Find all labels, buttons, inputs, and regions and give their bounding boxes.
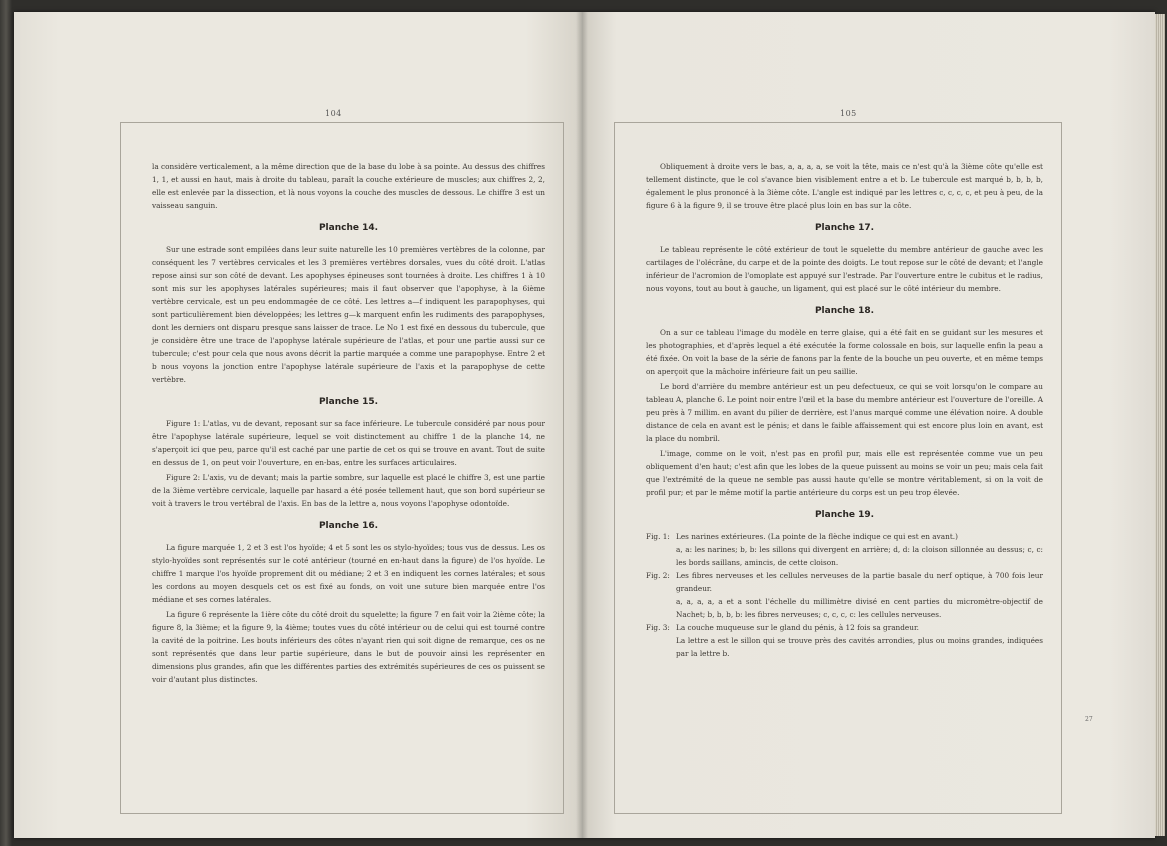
section-title: Planche 15. bbox=[318, 397, 379, 407]
page-number-right: 105 bbox=[840, 109, 857, 118]
figure-caption bbox=[646, 621, 1043, 660]
book-spread bbox=[14, 12, 1155, 838]
page-number-left: 104 bbox=[325, 109, 342, 118]
figure-line: Les narines extérieures. (La pointe de la flèche indique ce qui est en avant.) bbox=[676, 532, 958, 541]
left-text-block bbox=[152, 160, 545, 688]
page-edges bbox=[1155, 14, 1165, 836]
left-intro-paragraph: la considère verticalement, a la même direction que de la base du lobe à sa pointe. Au dessus des chiffres 1, 1, et aussi en haut, mais à droite du tableau, paraît la couche extérieure de muscles; aux chiffres 2, 2, elle est enlevée par la dissection, et là nous voyons la couche des muscles de dessous. Le chiffre 3 est un vaisseau sanguin. bbox=[152, 162, 545, 210]
left-page bbox=[14, 12, 582, 838]
figure-line: a, a, a, a, a et a sont l'échelle du millimètre divisé en cent parties du micromètre-objectif de Nachet; b, b, b, b: les fibres nerveuses; c, c, c, c: les cellules nerveuses. bbox=[676, 597, 1043, 619]
figure-caption bbox=[646, 530, 1043, 569]
paragraph: Le tableau représente le côté extérieur de tout le squelette du membre antérieur de gauche avec les cartilages de l'olécrâne, du carpe et de la pointe des doigts. Le tout repose sur le côté de devant; et l'angle inférieur de l'acromion de l'omoplate est appuyé sur l'estrade. Par l'ouverture entre le cubitus et le radius, nous voyons, tout au bout à gauche, un ligament, qui est placé sur le côté intérieur du membre. bbox=[646, 245, 1043, 293]
paragraph: Figure 2: L'axis, vu de devant; mais la partie sombre, sur laquelle est placé le chiffre 3, est une partie de la 3ième vertèbre cervicale, laquelle par hasard a été posée tellement haut, que son bord supérieur se voit à travers le trou vertébral de l'axis. En bas de la lettre a, nous voyons l'apophyse odontoïde. bbox=[152, 473, 545, 508]
signature-mark: 27 bbox=[1085, 716, 1093, 723]
figure-label: Fig. 2: bbox=[646, 571, 670, 580]
figure-line: Les fibres nerveuses et les cellules nerveuses de la partie basale du nerf optique, à 700 fois leur grandeur. bbox=[676, 571, 1043, 593]
figure-caption bbox=[646, 569, 1043, 621]
figure-line: La couche muqueuse sur le gland du pénis, à 12 fois sa grandeur. bbox=[676, 623, 919, 632]
right-text-block bbox=[646, 160, 1043, 660]
section-title: Planche 18. bbox=[814, 306, 875, 316]
section-title: Planche 19. bbox=[814, 510, 875, 520]
figure-line: a, a: les narines; b, b: les sillons qui divergent en arrière; d, d: la cloison sillonnée au dessus; c, c: les bords saillans, amincis, de cette cloison. bbox=[676, 545, 1043, 567]
right-page bbox=[582, 12, 1155, 838]
section-title: Planche 14. bbox=[318, 223, 379, 233]
paragraph: La figure marquée 1, 2 et 3 est l'os hyoïde; 4 et 5 sont les os stylo-hyoïdes; tous vus de dessus. Les os stylo-hyoïdes sont représentés sur le coté antérieur (tourné en en-haut dans la figure) de l'os hyoïde. Le chiffre 1 marque l'os hyoïde proprement dit ou médiane; 2 et 3 en indiquent les cornes latérales; et sous les cordons au moyen desquels cet os est fixé au fonds, on voit une suture bien marquée entre l'os médiane et ses cornes latérales. bbox=[152, 543, 545, 604]
book-gutter bbox=[576, 12, 588, 838]
figure-text bbox=[676, 569, 1043, 621]
figure-text bbox=[676, 530, 1043, 569]
paragraph: Figure 1: L'atlas, vu de devant, reposant sur sa face inférieure. Le tubercule considéré par nous pour être l'apophyse latérale supérieure, lequel se voit distinctement au chiffre 1 de la planche 14, ne s'aperçoit ici que peu, parce qu'il est caché par une partie de cet os qui se trouve en avant. Tout de suite en dessus de 1, on peut voir l'ouverture, en en-bas, entre les surfaces articulaires. bbox=[152, 419, 545, 467]
paragraph: Le bord d'arrière du membre antérieur est un peu defectueux, ce qui se voit lorsqu'on le compare au tableau A, planche 6. Le point noir entre l'œil et la base du membre antérieur est l'ouverture de l'oreille. A peu près à 7 millim. en avant du pilier de derrière, est l'anus marqué comme une élévation noire. A double distance de cela en avant est le pénis; et dans le faible affaissement qui est encore plus loin en avant, est la place du nombril. bbox=[646, 382, 1043, 443]
figure-line: La lettre a est le sillon qui se trouve près des cavités arrondies, plus ou moins grandes, indiquées par la lettre b. bbox=[676, 636, 1043, 658]
figure-label: Fig. 1: bbox=[646, 532, 670, 541]
figure-label: Fig. 3: bbox=[646, 623, 670, 632]
paragraph: La figure 6 représente la 1ière côte du côté droit du squelette; la figure 7 en fait voir la 2ième côte; la figure 8, la 3ième; et la figure 9, la 4ième; toutes vues du côté intérieur ou de celui qui est tourné contre la cavité de la poitrine. Les bouts inférieurs des côtes n'ayant rien qui soit digne de remarque, ces os ne sont représentés que dans leur partie supérieure, dans le but de pouvoir ainsi les représenter en dimensions plus grandes, afin que les différentes parties des extrémités supérieures de ces os puissent se voir d'autant plus distinctes. bbox=[152, 610, 545, 684]
paragraph: Sur une estrade sont empilées dans leur suite naturelle les 10 premières vertèbres de la colonne, par conséquent les 7 vertèbres cervicales et les 3 premières vertèbres dorsales, vues du côté droit. L'atlas repose ainsi sur son côté de devant. Les apophyses épineuses sont tournées à droite. Les chiffres 1 à 10 sont mis sur les apophyses latérales supérieures; mais il faut observer que l'apophyse, à la 6ième vertèbre cervicale, est un peu endommagée de ce côté. Les lettres a—f indiquent les parapophyses, qui sont particulièrement bien développées; les lettres g—k marquent enfin les rudiments des parapophyses, dont les derniers ont disparu presque sans laisser de trace. Le No 1 est fixé en dessous du tubercule, que je considère être une trace de l'apophyse latérale supérieure de l'atlas, et pour une partie aussi sur ce tubercule; c'est pour cela que nous avons décrit la partie marquée a comme une parapophyse. Entre 2 et b nous voyons la jonction entre l'apophyse latérale supérieure de l'axis et la parapophyse de cette vertèbre. bbox=[152, 245, 545, 384]
paragraph: On a sur ce tableau l'image du modèle en terre glaise, qui a été fait en se guidant sur les mesures et les photographies, et d'après lequel a été exécutée la forme colossale en bois, sur laquelle enfin la peau a été fixée. On voit la base de la série de fanons par la fente de la bouche un peu ouverte, et en même temps on aperçoit que la mâchoire inférieure fait un peu saillie. bbox=[646, 328, 1043, 376]
section-title: Planche 16. bbox=[318, 521, 379, 531]
section-title: Planche 17. bbox=[814, 223, 875, 233]
right-intro-paragraph: Obliquement à droite vers le bas, a, a, a, a, se voit la tête, mais ce n'est qu'à la 3ième côte qu'elle est tellement distincte, que le col s'avance bien visiblement entre a et b. Le tubercule est marqué b, b, b, b, également le plus prononcé à la 3ième côte. L'angle est indiqué par les lettres c, c, c, c, et peu à peu, de la figure 6 à la figure 9, il se trouve être placé plus loin en bas sur la côte. bbox=[646, 162, 1043, 210]
figure-text bbox=[676, 621, 1043, 660]
paragraph: L'image, comme on le voit, n'est pas en profil pur, mais elle est représentée comme vue un peu obliquement d'en haut; c'est afin que les lobes de la queue puissent au moins se voir un peu; mais cela fait que l'extrémité de la queue ne semble pas aussi haute qu'elle se montre véritablement, si on la voit de profil pur; et par le même motif la partie antérieure du corps est un peu trop élevée. bbox=[646, 449, 1043, 497]
